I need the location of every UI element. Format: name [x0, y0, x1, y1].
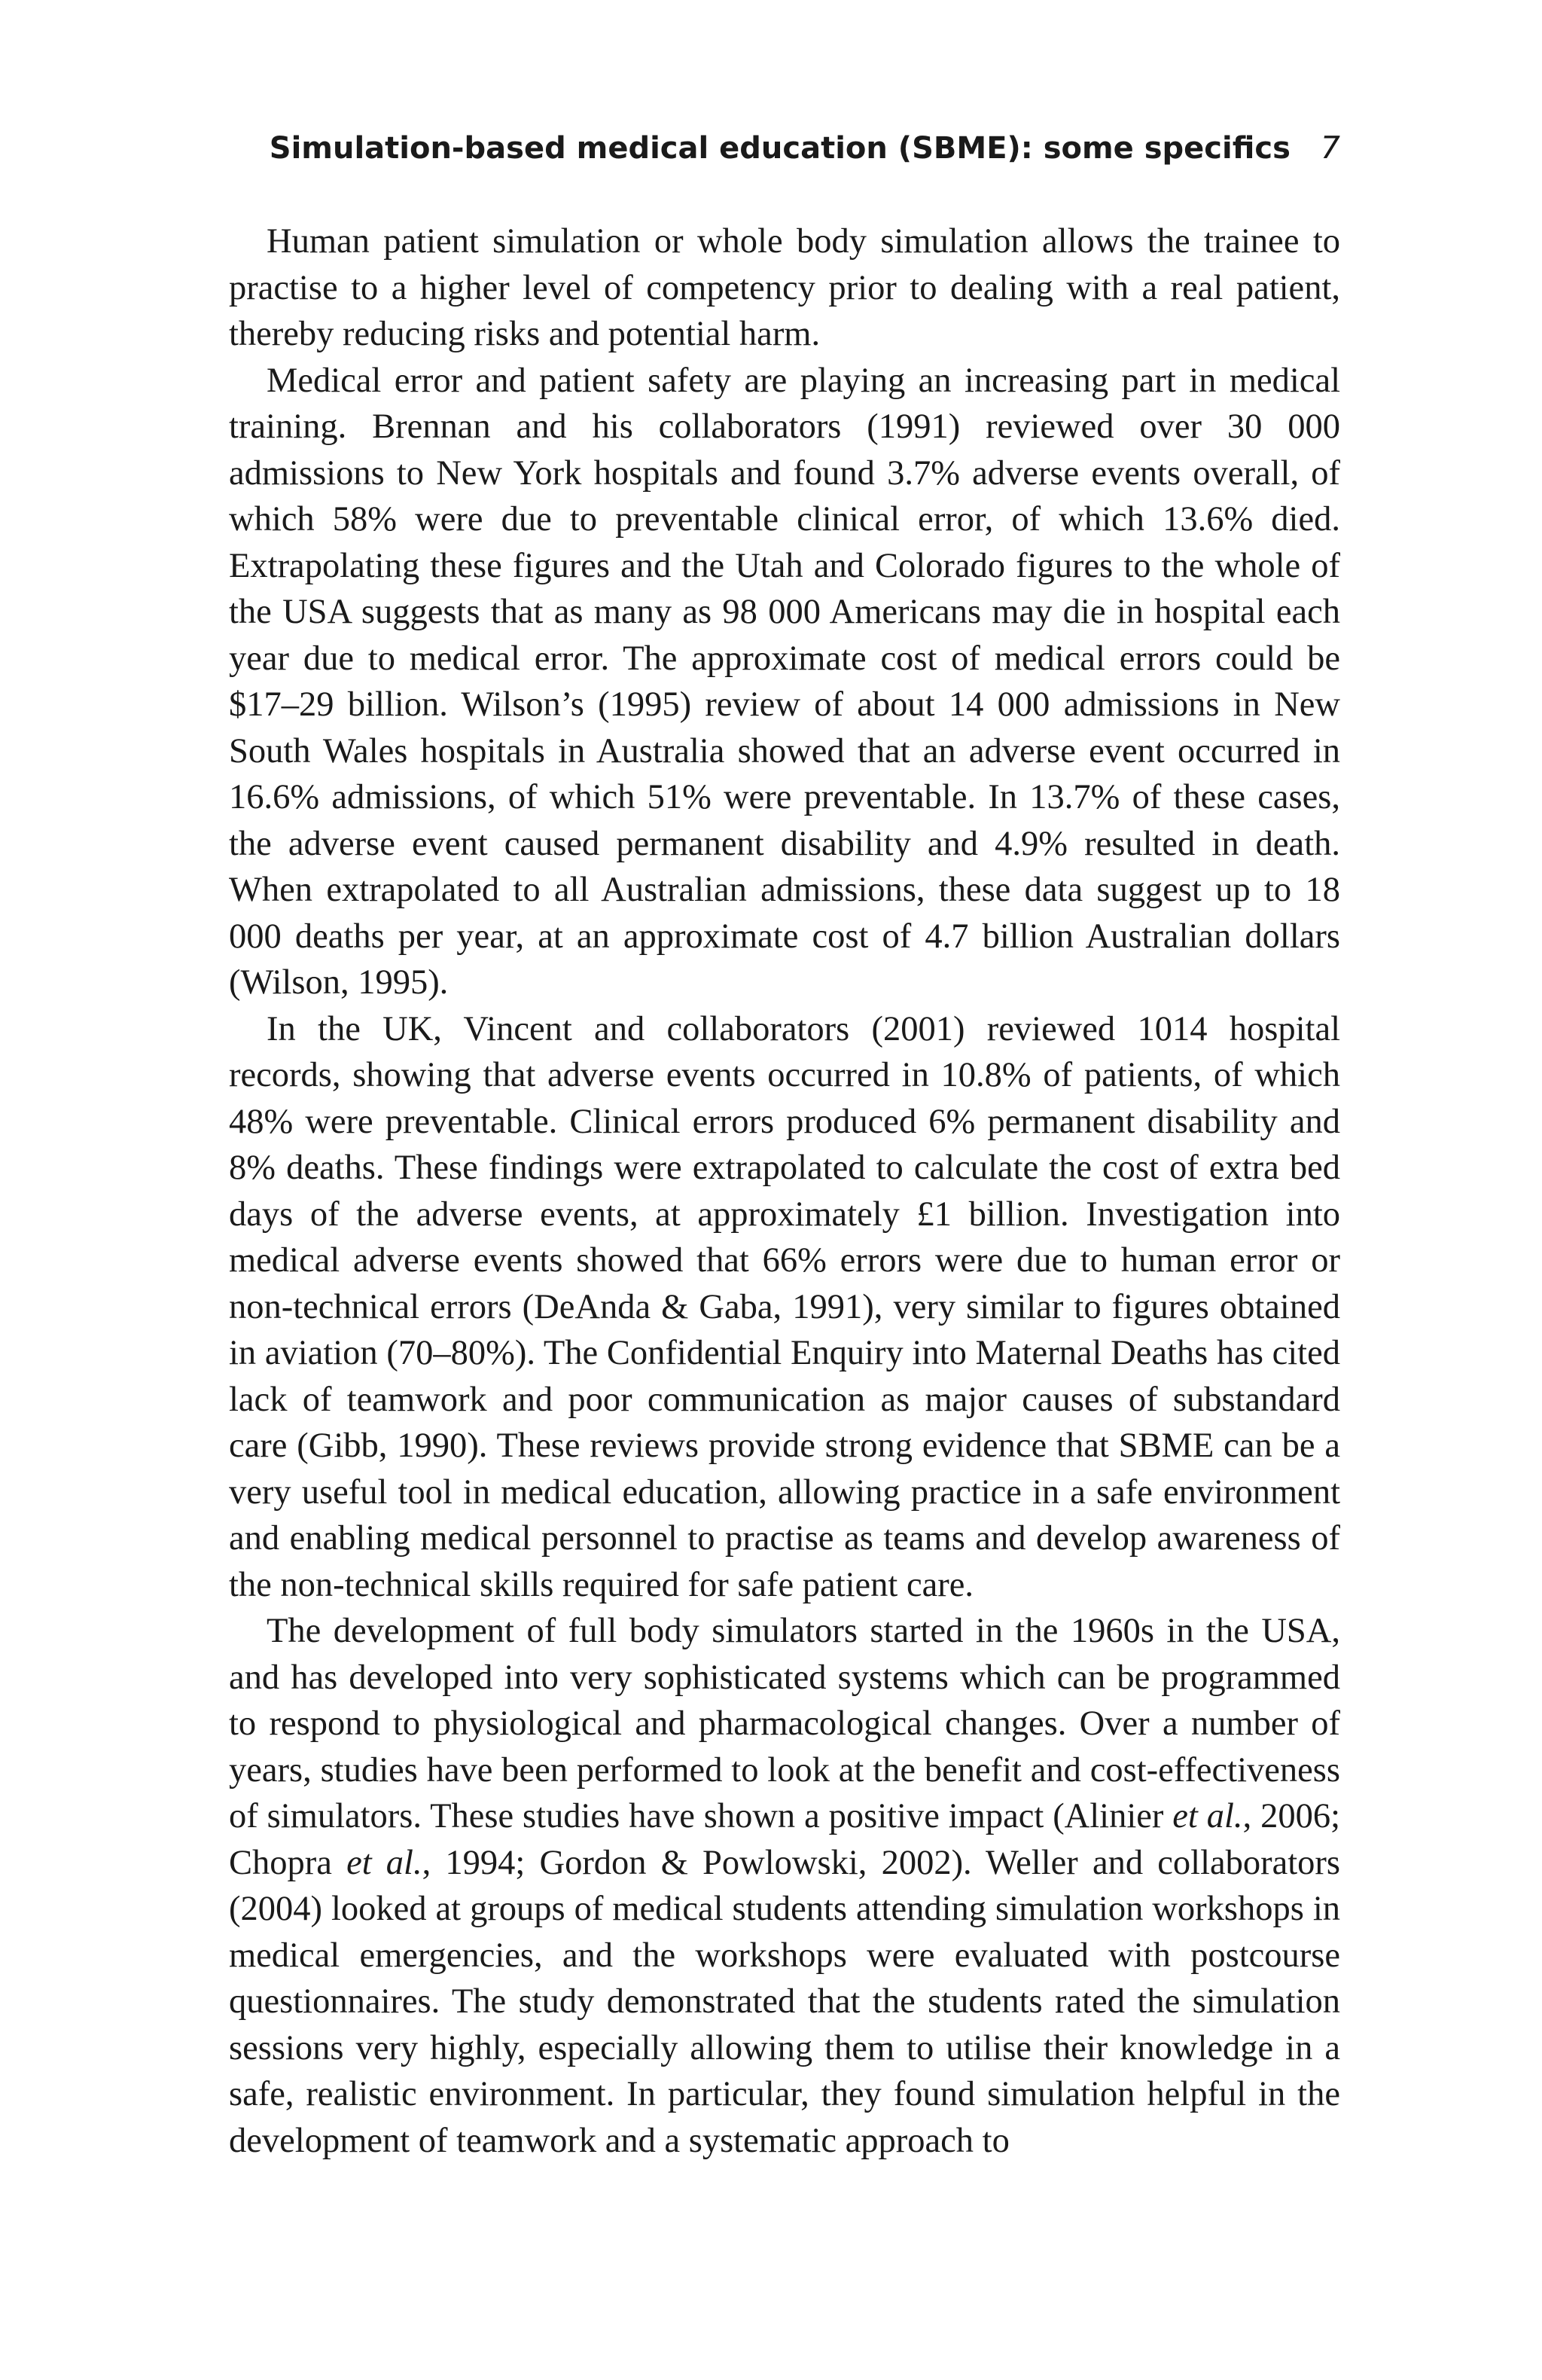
page-number: 7 [1320, 130, 1340, 166]
et-al-italic-1: et al. [1172, 1797, 1243, 1835]
paragraph-4-part-2: , 2006; Chopra [229, 1797, 1341, 1882]
running-head [229, 130, 1340, 175]
paragraph-1: Human patient simulation or whole body simulation allows the trainee to practise to a higher level of competency prior to dealing with a real patient, thereby reducing risks and potential harm. [229, 222, 1340, 353]
et-al-italic-2: et al. [346, 1843, 422, 1882]
paragraph-3: In the UK, Vincent and collaborators (2001) reviewed 1014 hospital records, showing that adverse events occurred in 10.8% of patients, of which 48% were preventable. Clinical errors produced 6% permanent disability and 8% deaths. These findings were extrapolated to calculate the cost of extra bed days of the adverse events, at approximately £1 billion. Investigation into medical adverse events showed that 66% errors were due to human error or non-technical errors (DeAnda & Gaba, 1991), very similar to figures obtained in aviation (70–80%). The Confidential Enquiry into Maternal Deaths has cited lack of teamwork and poor communication as major causes of substandard care (Gibb, 1990). These reviews provide strong evidence that SBME can be a very useful tool in medical education, allowing practice in a safe environment and enabling medical personnel to practise as teams and develop awareness of the non-technical skills required for safe patient care. [229, 1009, 1340, 1604]
paragraph-4 [229, 1608, 1340, 2164]
paragraph-4-part-1: The development of full body simulators started in the 1960s in the USA, and has developed into very sophisticated systems which can be programmed to respond to physiological and pharmacological changes. Over a number of years, studies have been performed to look at the benefit and cost-effectiveness of simulators. These studies have shown a positive impact (Alinier [229, 1612, 1340, 1835]
running-head-title: Simulation-based medical education (SBME): some specifics [269, 131, 1291, 166]
body-text [229, 218, 1340, 2164]
paragraph-4-part-3: , 1994; Gordon & Powlowski, 2002). Weller and collaborators (2004) looked at groups of medical students attending simulation workshops in medical emergencies, and the workshops were evaluated with postcourse questionnaires. The study demonstrated that the students rated the simulation sessions very highly, especially allowing them to utilise their knowledge in a safe, realistic environment. In particular, they found simulation helpful in the development of teamwork and a systematic approach to [229, 1843, 1340, 2160]
paragraph-2: Medical error and patient safety are playing an increasing part in medical training. Brennan and his collaborators (1991) reviewed over 30 000 admissions to New York hospitals and found 3.7% adverse events overall, of which 58% were due to preventable clinical error, of which 13.6% died. Extrapolating these figures and the Utah and Colorado figures to the whole of the USA suggests that as many as 98 000 Americans may die in hospital each year due to medical error. The approximate cost of medical errors could be $17–29 billion. Wilson’s (1995) review of about 14 000 admissions in New South Wales hospitals in Australia showed that an adverse event occurred in 16.6% admissions, of which 51% were preventable. In 13.7% of these cases, the adverse event caused permanent disability and 4.9% resulted in death. When extrapolated to all Australian admissions, these data suggest up to 18 000 deaths per year, at an approximate cost of 4.7 billion Australian dollars (Wilson, 1995). [229, 361, 1340, 1002]
